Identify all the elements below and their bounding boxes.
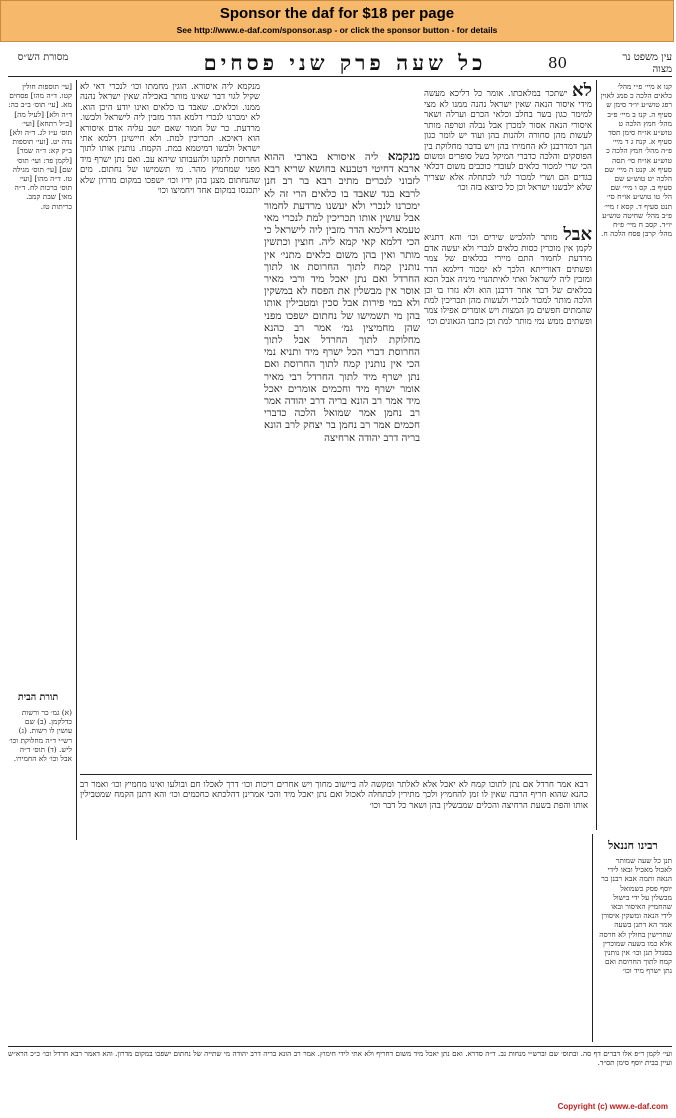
gemara-block (264, 150, 420, 768)
rashi-text: ישתכר במלאכתו. אומר כל דליכא מעשה מידי איסור הנאה שאין ישראל נהנה ממנו לא מצי למימר כגון בשר בחלב וכלאי הכרם וערלה ושאר איסורי הנאה אסור למכרן אבל נבלה וטרפה מותר לעשות מהן סחורה ולהנות בהן ועוד יש לומר כגון הנך דמדרבנן לא החמירו בהן ויש בדבר מחלוקת בין הפוסקים והלכה כדברי המיקל בשל סופרים ומשום הכי שרי למכור כלאים לעובדי כוכבים משום דכלאי בגדים הם ושרי למכור לגוי לכתחלה אלא שצריך שלא ילבשנו ישראל וכן כל כיוצא בזה וכו׳ (424, 89, 592, 194)
divider-left-margin (76, 80, 77, 840)
sponsor-banner[interactable] (0, 0, 674, 42)
sponsor-title[interactable]: Sponsor the daf for $18 per page (219, 5, 455, 22)
sponsor-subtitle[interactable]: See http://www.e-daf.com/sponsor.asp - or click the sponsor button - for details (176, 25, 498, 35)
tosafot-text: מותר להלביש שירים וכו׳ והא דתניא לקמן אין מוכרין כסות כלאים לנכרי ולא יעשה אדם מרדעת לחמור התם מיירי בכלאים של צמר ופשתים דאורייתא הלכך לא ימכור דילמא הדר ומזבין ליה לישראל ואתי לאיתהנויי מיניה אבל הכא בכלאים של דבר אחר דרבנן הוא ולא גזרו בו וכן הלכה מותר למכור לנכרי ולעשות מהן תכריכין למת שהמתים חפשים מן המצות ויש אומרים אפילו צמר ופשתים ממש נמי מותר למת וכן כתבו הגאונים וכו׳ (424, 233, 592, 327)
rabbeinu-chananel-text: תנן כל שעה שמותר לאכול מאכיל ובאו לידי הנאה ותמה אבא רבנן בר יוסף פסק כשמואל מבשלין על ידי בישול שהחמיץ האיסור ובאו לידי הנאה ומשקין איסורן אמר הא דתנן בשעה שחרישין בחולין לא חרסה אלא כמו בשעה שמוכרין בסנדל תנן וכו׳ אין נותנין קמח לתוך החרוסת ואם נתן ישרף מיד וכו׳ (599, 856, 672, 976)
gemara-opening-word: מנקמא (387, 150, 420, 163)
ein-mishpat-column: קנו א מיי׳ פ״י מהל׳ כלאים הלכה כ סמג לאוין רפג טוש״ע יו״ד סימן ש סעיף ה. קנז ב מיי׳ פ״ב מהל׳ חמץ הלכה ט טוש״ע או״ח סימן תסד סעיף א. קנח ג ד מיי׳ פ״ה מהל׳ חמץ הלכה כ טוש״ע או״ח סי׳ תסה סעיף א. קנט ה מיי׳ שם הלכה יט טוש״ע שם סעיף ב. קס ו מיי׳ שם הל׳ טו טוש״ע או״ח סי׳ תנט סעיף ד. קסא ז מיי׳ פ״ב מהל׳ שחיטה טוש״ע יו״ד. קסב ח מיי׳ פ״ח מהל׳ קרבן פסח הלכה ח. (600, 82, 672, 239)
rashi-left-text: מנקמא ליה איסורא. הוגין מחמתו וכו׳ לנכרי דאי לא שקיל לגוי דבר שאינו מותר באכילה שאין ישראל נהנה ממנו. וכלאים. שאבד בו כלאים ואינו יודע היכן הוא. לא ימכרנו לנכרי דלמא הדר מזבין ליה לישראל ולבשו. מרדעת. כר של חמור שאם ישב עליה אדם איסורא הוא דאיכא. תכריכין למת. ולא חיישינן דלמא אתי ישראל ולבשו דמיטמא במת. הקמח. נותנין אותו לתוך החרוסת לתקנו ולהעבותו שיהא עב. ואם נתן ישרף מיד מפני שמחמיץ מהר. מי תשמישו של נחתום. מים שהנחתום מצנן בהן ידיו וכו׳ ישפכו במקום מדרון שלא יתכנסו במקום אחד ויחמיצו וכו׳ (80, 82, 260, 197)
divider-right-margin (596, 80, 597, 830)
chananel-divider (592, 834, 593, 1042)
mid-rule (80, 774, 592, 775)
bottom-rule (8, 1046, 672, 1047)
lower-commentary (80, 780, 588, 1042)
torat-habayit-heading: תורת הבית (17, 692, 59, 703)
rabbeinu-chananel-title: רבינו חננאל (608, 839, 658, 852)
running-head: כל שעה פרק שני פסחים (203, 50, 487, 75)
lower-commentary-text: רבא אמר חרדל אם נתן לתוכו קמח לא יאכל אלא לאלתר ומקשה לה ביישוב מחוך ויש אחרים ריכות וכו׳ דרך לאכלו חם ובולעו ואינו מחמיץ וכו׳ ואמר רב כהנא שהוא חריף הרבה שאין לו זמן להחמיץ ולכך מתירין לכתחלה לאכול ואם נתן יאכל מיד והכי אמרינן דהלכתא כחכמים וכו׳ והא דתנן הקמח שמטבילין אותו והפת בשעת הרחיצה והכלים שמבשלין בהן ושאר כל דבר וכו׳ (80, 780, 588, 811)
page-number: 80 (548, 54, 568, 72)
copyright-link[interactable]: Copyright (c) www.e-daf.com (557, 1102, 668, 1111)
margin-header-right: עין משפט נר מצוה (622, 52, 672, 75)
header-rule (8, 76, 672, 77)
margin-header-left: מסורת הש״ס (17, 52, 69, 63)
rashi-left-block (80, 82, 260, 772)
rashi-opening-word: לא (572, 82, 592, 101)
tosafot-block (424, 226, 592, 750)
mesoret-hashas-column: [עי׳ תוספות חולין קטו. ד״ה מהו] פסחים מא. [עי׳ תוס׳ ב״ב כה: ד״ה ולא] [לעיל מה] [כ״ל רתחא] [ועי׳ תוס׳ ע״ז לג. ד״ה ולא] נדה יט. [ועי׳ תוספות ב״ק קא: ד״ה שמר] [לקמן פד: ועי׳ תוס׳ שם] [עי׳ תוס׳ מגילה טז. ד״ה מהו] [ועי׳ תוס׳ ברכות לח. ד״ה מאי] שבת קמב. כריתות טז. (8, 82, 72, 211)
torat-habayit-text: (א) גמ׳ כר ורשות כדלקמן. (ב) שם עושין לו רשות. (ג) רש״י ד״ה מחלוקת וכו׳ ליש. (ד) תוס׳ ד״ה אבל וכו׳ לא החמירו. (9, 708, 72, 764)
bottom-note: ועי׳ לקמן ר״פ אלו דברים דף סה. ובתוס׳ שם וברש״י מנחות נב. ד״ה סדרא. ואם נתן יאכל מיד משום דחריף ולא אתי לידי חימוץ. אמר רב הונא בריה דרב יהודה מי שתייה של נחתום ישפכו במקום מדרון. והא דאמר רבא חרדל וכו׳ כ״כ הרא״ש ועיין בבית יוסף סימן תס״ד. (8, 1050, 672, 1067)
tosafot-opening-word: אבל (563, 226, 592, 245)
rashi-block (424, 82, 592, 222)
gemara-text: ליה איסורא בארבי ההוא ארבא דחיטי דטבעא בחושא שריא רבא לזבוני לנכרים מתיב רבא בר רב חנן לרבא בגד שאבד בו כלאים הרי זה לא ימכרנו לנכרי ולא יעשנו מרדעת לחמור אבל עושין אותו תכריכין למת לנכרי מאי טעמא דילמא הדר מזבין ליה לישראל כי הכי דלמא קאי קמא ליה. חוצין וכתשין מותר ואין בהן משום כלאים מתני׳ אין נותנין קמח לתוך החרוסת או לתוך החרדל ואם נתן יאכל מיד ורבי מאיר אוסר אין מבשלין את הפסח לא במשקין ולא במי פירות אבל סכין ומטבילין אותו בהן מי תשמישו של נחתום ישפכו מפני שהן מחמיצין גמ׳ אמר רב כהנא מחלוקת לתוך החרדל אבל לתוך החרוסת דברי הכל ישרף מיד ותניא נמי הכי אין נותנין קמח לתוך החרוסת ואם נתן ישרף מיד לתוך החרדל רבי מאיר אומר ישרף מיד וחכמים אומרים יאכל מיד אמר רב הונא בריה דרב יהודה אמר רב נחמן אמר שמואל הלכה כדברי חכמים אמר רב נחמן בר יצחק לרב הונא בריה דרב יהודה ארחיצה (264, 152, 420, 444)
